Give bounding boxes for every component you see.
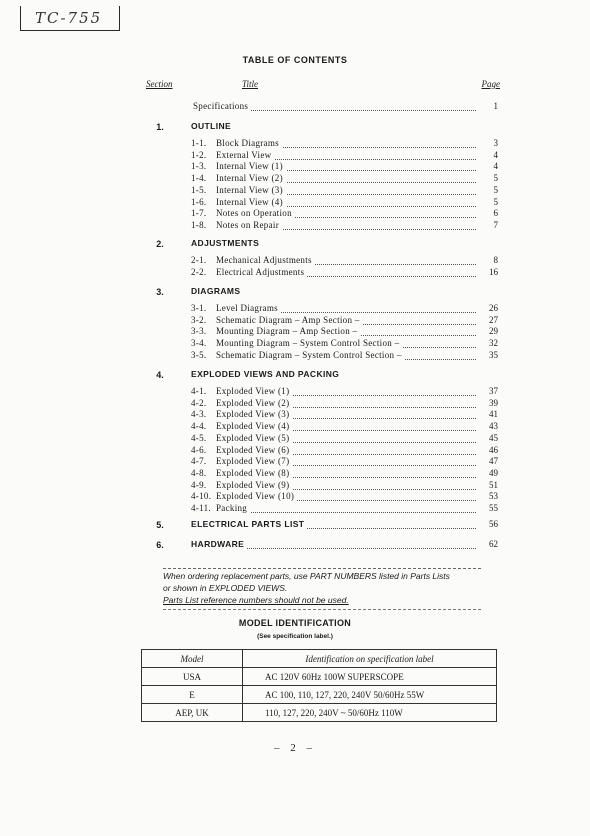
table-cell-identification: AC 100, 110, 127, 220, 240V 50/60Hz 55W [243,686,497,704]
entry-text: Internal View (1) [216,161,283,172]
table-cell-model: USA [142,668,243,686]
page-number: 46 [489,444,498,455]
entry-number: 3-1. [191,303,207,313]
section-number: 5. [156,520,164,530]
entry-text: Internal View (2) [216,173,283,184]
entry-text: Exploded View (8) [216,467,290,478]
section-number: 1. [156,122,164,132]
entry-title [191,220,282,230]
page-number: 3 [493,138,498,148]
toc-chapter [0,286,590,298]
entry-text: Specifications [193,101,249,111]
page-number: 7 [493,219,498,230]
toc-entry [0,267,590,279]
entry-number: 4-8. [191,467,207,478]
entry-number: 4-7. [191,456,207,467]
page-number: 47 [489,456,498,467]
notice-line: Parts List reference numbers should not be used. [163,595,349,605]
table-cell-identification: 110, 127, 220, 240V ~ 50/60Hz 110W [243,704,497,722]
section-heading [191,286,243,296]
page-number: 5 [493,184,498,195]
page-number: 43 [489,421,498,432]
entry-title [191,255,315,265]
entry-text: Schematic Diagram – Amp Section – [216,314,360,325]
entry-number: 1-7. [191,208,207,219]
entry-text: External View [216,149,272,160]
page-number: 45 [489,432,498,443]
section-heading [191,121,234,131]
table-cell-model: E [142,686,243,704]
toc-entry [0,150,590,162]
notice-rule-bottom [163,609,481,610]
page-number: 41 [489,409,498,420]
table-header-row [142,650,497,668]
entry-title [191,197,286,207]
section-heading-text: OUTLINE [191,121,232,131]
section-number: 6. [156,540,164,550]
page-number: 6 [493,208,498,219]
entry-number: 4-5. [191,432,207,443]
toc-chapter [0,519,590,531]
entry-text: Notes on Operation [216,208,292,219]
entry-text: Exploded View (6) [216,444,290,455]
toc-entry [0,433,590,445]
notice-line: When ordering replacement parts, use PART NUMBERS listed in Parts Lists [163,571,450,581]
section-heading-text: EXPLODED VIEWS AND PACKING [191,369,340,379]
toc-chapter [0,121,590,133]
page-number: 5 [493,173,498,184]
entry-title [191,303,281,313]
page-number: 55 [489,503,498,513]
toc-entry [0,491,590,503]
toc-entry [0,326,590,338]
entry-text: Internal View (3) [216,184,283,195]
entry-title [191,138,282,148]
entry-title [191,503,250,513]
page-number: 32 [489,338,498,349]
entry-number: 4-9. [191,479,207,490]
section-heading [191,238,262,248]
entry-text: Exploded View (1) [216,386,290,396]
page-number: 37 [489,386,498,396]
entry-text: Exploded View (2) [216,397,290,408]
entry-text: Internal View (4) [216,196,283,207]
column-header-section: Section [146,79,173,89]
entry-title [191,491,297,501]
table-row [142,686,497,704]
entry-title [191,445,292,455]
page-number: 4 [493,161,498,172]
page-number: 51 [489,479,498,490]
page-number: 1 [493,101,498,111]
notice-line: or shown in EXPLODED VIEWS. [163,583,288,593]
section-heading-text: ELECTRICAL PARTS LIST [191,519,305,529]
entry-text: Exploded View (9) [216,479,290,490]
table-header-identification: Identification on specification label [243,650,497,668]
entry-number: 1-4. [191,173,207,184]
page-number: 4 [493,149,498,160]
entry-title [191,185,286,195]
section-number: 4. [156,370,164,380]
entry-text: Exploded View (10) [216,491,295,502]
page-number: 29 [489,326,498,337]
notice-rule-top [163,568,481,569]
page-number: 49 [489,467,498,478]
page-number: 35 [489,349,498,360]
toc-entry [0,421,590,433]
ordering-notice [163,570,483,606]
entry-number: 4-1. [191,386,207,396]
entry-number: 2-2. [191,266,207,277]
page-number: 39 [489,397,498,408]
model-identification-table [141,649,497,722]
entry-title [191,409,292,419]
entry-title [191,350,405,360]
entry-text: Exploded View (4) [216,421,290,432]
entry-number: 4-11. [191,503,211,513]
toc-entry [0,185,590,197]
page-number: 16 [489,266,498,277]
toc-entry [0,338,590,350]
entry-text: Mechanical Adjustments [216,255,312,265]
section-heading-text: HARDWARE [191,539,245,549]
toc-entry [0,303,590,315]
toc-entry [0,456,590,468]
page-number: 26 [489,303,498,313]
toc-entry [0,315,590,327]
entry-number: 1-3. [191,161,207,172]
toc-chapter [0,539,590,551]
entry-title [191,326,360,336]
toc-entry [0,480,590,492]
entry-title [191,480,292,490]
page-number: 5 [493,196,498,207]
entry-text: Mounting Diagram – Amp Section – [216,326,358,337]
entry-title [191,398,292,408]
entry-text: Packing [216,503,248,513]
toc-entry [0,445,590,457]
section-heading [191,539,247,549]
table-cell-model: AEP, UK [142,704,243,722]
page-number: – 2 – [274,742,316,754]
section-heading-text: DIAGRAMS [191,286,241,296]
entry-number: 4-10. [191,491,212,502]
entry-number: 2-1. [191,255,207,265]
section-heading [191,519,307,529]
page-number: 62 [489,539,498,549]
entry-title [191,173,286,183]
entry-title [191,150,274,160]
toc-chapter [0,369,590,381]
table-row [142,668,497,686]
page-number: 56 [489,519,498,529]
toc-entry [0,138,590,150]
entry-number: 4-2. [191,397,207,408]
entry-title [191,468,292,478]
toc-entry [0,386,590,398]
stamp-text: TC-755 [35,9,103,27]
entry-number: 3-5. [191,349,207,360]
section-number: 3. [156,287,164,297]
entry-title [191,338,402,348]
page-number: 8 [493,255,498,265]
entry-number: 3-2. [191,314,207,325]
table-row [142,704,497,722]
section-heading-text: ADJUSTMENTS [191,238,260,248]
toc-entry [0,101,590,113]
entry-text: Mounting Diagram – System Control Section – [216,338,400,349]
toc-entry [0,503,590,515]
entry-title [191,315,363,325]
entry-number: 4-4. [191,421,207,432]
section-number: 2. [156,239,164,249]
entry-text: Exploded View (3) [216,409,290,420]
toc-entry [0,161,590,173]
toc-entry [0,208,590,220]
table-cell-identification: AC 120V 60Hz 100W SUPERSCOPE [243,668,497,686]
toc-entry [0,197,590,209]
toc-chapter [0,238,590,250]
entry-number: 3-3. [191,326,207,337]
entry-title [191,208,295,218]
toc-entry [0,398,590,410]
toc-entry [0,220,590,232]
entry-number: 1-1. [191,138,207,148]
column-header-title: Title [242,79,259,89]
entry-title [191,433,292,443]
entry-title [191,421,292,431]
toc-entry [0,350,590,362]
entry-title [191,456,292,466]
page-number: 27 [489,314,498,325]
entry-number: 1-5. [191,184,207,195]
entry-title [193,101,251,111]
entry-number: 1-6. [191,196,207,207]
entry-title [191,161,286,171]
entry-number: 4-3. [191,409,207,420]
entry-number: 4-6. [191,444,207,455]
handwritten-model-stamp [20,6,120,31]
toc-entry [0,173,590,185]
entry-number: 1-2. [191,149,207,160]
entry-number: 1-8. [191,219,207,230]
section-heading [191,369,342,379]
table-header-model: Model [142,650,243,668]
toc-entry [0,409,590,421]
toc-entry [0,255,590,267]
page-title: TABLE OF CONTENTS [242,55,348,65]
toc-entry [0,468,590,480]
entry-number: 3-4. [191,338,207,349]
model-identification-note: (See specification label.) [257,633,333,640]
entry-text: Block Diagrams [216,138,279,148]
entry-text: Exploded View (5) [216,432,290,443]
entry-text: Electrical Adjustments [216,266,305,277]
column-header-page: Page [481,79,500,89]
entry-title [191,386,292,396]
entry-title [191,267,307,277]
entry-text: Schematic Diagram – System Control Section – [216,349,402,360]
entry-text: Exploded View (7) [216,456,290,467]
entry-text: Level Diagrams [216,303,278,313]
model-identification-heading: MODEL IDENTIFICATION [238,618,352,628]
page-number: 53 [489,491,498,502]
entry-text: Notes on Repair [216,219,279,230]
